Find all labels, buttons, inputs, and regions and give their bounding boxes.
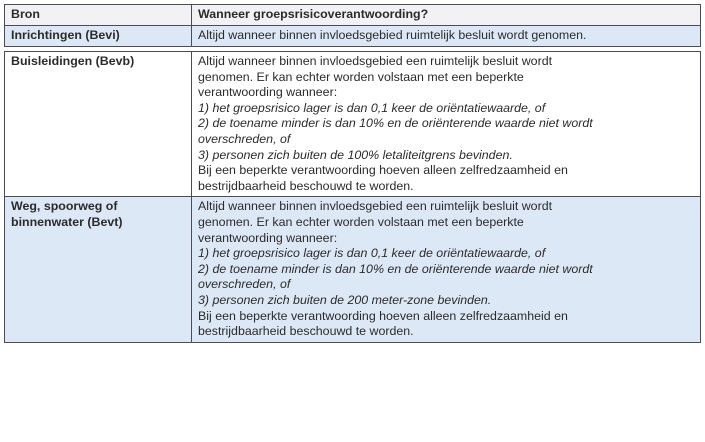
description-line: bestrijdbaarheid beschouwd te worden. bbox=[198, 324, 414, 339]
source-line: binnenwater (Bevt) bbox=[11, 214, 123, 229]
condition-line: 3) personen zich buiten de 100% letaliteitgrens bevinden. bbox=[198, 147, 513, 162]
description-line: Altijd wanneer binnen invloedsgebied een ruimtelijk besluit wordt bbox=[198, 199, 553, 214]
source-line: Weg, spoorweg of bbox=[11, 199, 118, 214]
source-cell: Inrichtingen (Bevi) bbox=[5, 26, 192, 47]
condition-line: 1) het groepsrisico lager is dan 0,1 keer de oriëntatiewaarde, of bbox=[198, 246, 546, 261]
description-line: Bij een beperkte verantwoording hoeven alleen zelfredzaamheid en bbox=[198, 308, 568, 323]
description-cell bbox=[192, 52, 701, 197]
description-line: verantwoording wanneer: bbox=[198, 85, 338, 100]
description-cell bbox=[192, 197, 701, 342]
condition-line: overschreden, of bbox=[198, 131, 291, 146]
condition-line: 1) het groepsrisico lager is dan 0,1 keer de oriëntatiewaarde, of bbox=[198, 100, 546, 115]
condition-line: 2) de toename minder is dan 10% en de oriënterende waarde niet wordt bbox=[198, 116, 593, 131]
description-line: Bij een beperkte verantwoording hoeven alleen zelfredzaamheid en bbox=[198, 163, 568, 178]
description-line: Altijd wanneer binnen invloedsgebied ruimtelijk besluit wordt genomen. bbox=[198, 28, 587, 42]
source-cell: Buisleidingen (Bevb) bbox=[5, 52, 192, 197]
header-source: Bron bbox=[5, 5, 192, 26]
condition-line: overschreden, of bbox=[198, 277, 291, 292]
description-line: genomen. Er kan echter worden volstaan met een beperkte bbox=[198, 69, 524, 84]
description-line: bestrijdbaarheid beschouwd te worden. bbox=[198, 178, 414, 193]
source-cell bbox=[5, 197, 192, 342]
table-row-bevb bbox=[5, 52, 701, 197]
table-header-row bbox=[5, 5, 701, 26]
description-line: verantwoording wanneer: bbox=[198, 230, 338, 245]
description-cell bbox=[192, 26, 701, 47]
header-when: Wanneer groepsrisicoverantwoording? bbox=[192, 5, 701, 26]
table-row-bevi bbox=[5, 26, 701, 47]
table-row-bevt bbox=[5, 197, 701, 342]
risk-table bbox=[4, 4, 701, 343]
condition-line: 2) de toename minder is dan 10% en de oriënterende waarde niet wordt bbox=[198, 261, 593, 276]
description-line: genomen. Er kan echter worden volstaan met een beperkte bbox=[198, 214, 524, 229]
description-line: Altijd wanneer binnen invloedsgebied een ruimtelijk besluit wordt bbox=[198, 54, 553, 68]
condition-line: 3) personen zich buiten de 200 meter-zone bevinden. bbox=[198, 292, 492, 307]
